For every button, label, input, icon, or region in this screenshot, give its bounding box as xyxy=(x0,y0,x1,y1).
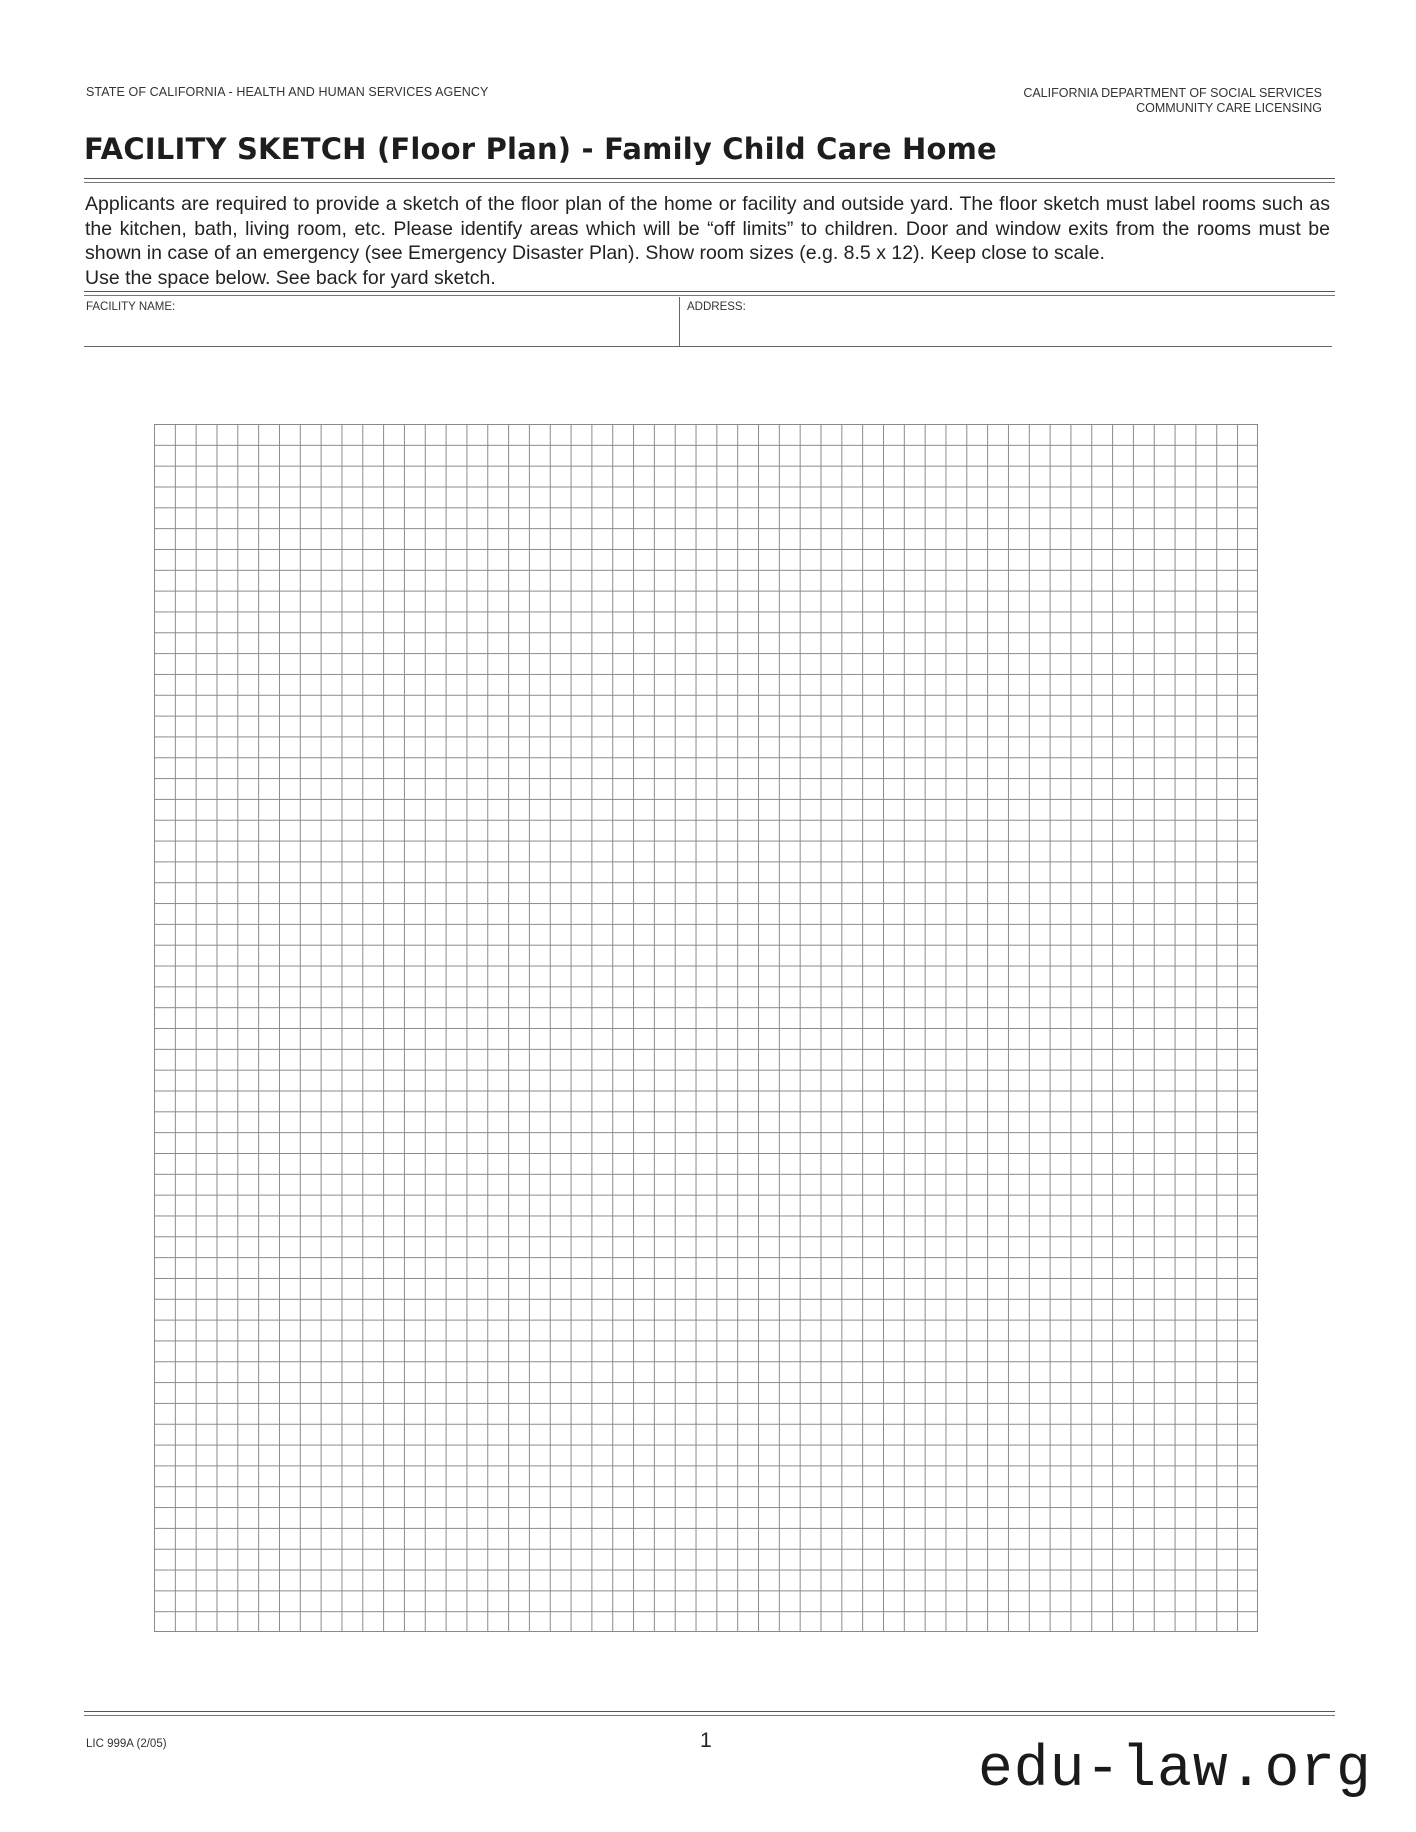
floor-plan-sketch-grid[interactable] xyxy=(154,424,1258,1632)
department-name: CALIFORNIA DEPARTMENT OF SOCIAL SERVICES xyxy=(1023,86,1322,100)
footer-divider xyxy=(84,1711,1335,1716)
facility-name-input[interactable] xyxy=(86,319,673,343)
facility-name-label: FACILITY NAME: xyxy=(86,301,176,313)
page-title: FACILITY SKETCH (Floor Plan) - Family Child Care Home xyxy=(84,132,997,166)
agency-header-right xyxy=(1023,86,1322,115)
fields-divider xyxy=(84,291,1335,296)
address-field[interactable] xyxy=(680,297,1332,346)
instructions xyxy=(85,192,1330,290)
instructions-last-line: Use the space below. See back for yard sketch. xyxy=(85,266,496,289)
title-divider xyxy=(84,178,1335,183)
form-id: LIC 999A (2/05) xyxy=(86,1738,167,1750)
facility-name-field[interactable] xyxy=(84,297,680,346)
address-input[interactable] xyxy=(682,319,1326,343)
division-name: COMMUNITY CARE LICENSING xyxy=(1136,100,1322,115)
facility-info-row xyxy=(84,297,1332,347)
agency-header-left: STATE OF CALIFORNIA - HEALTH AND HUMAN SERVICES AGENCY xyxy=(86,85,489,99)
instructions-body: Applicants are required to provide a sketch of the floor plan of the home or facility and outside yard. The floor sketch must label rooms such as the kitchen, bath, living room, etc. Please identify areas which will be “off limits” to children. Door and window exits from the rooms must be shown in case of an emergency (see Emergency Disaster Plan). Show room sizes (e.g. 8.5 x 12). Keep close to scale. xyxy=(85,193,1330,264)
page-number: 1 xyxy=(700,1729,712,1752)
address-label: ADDRESS: xyxy=(687,301,746,313)
watermark: edu-law.org xyxy=(978,1738,1372,1803)
